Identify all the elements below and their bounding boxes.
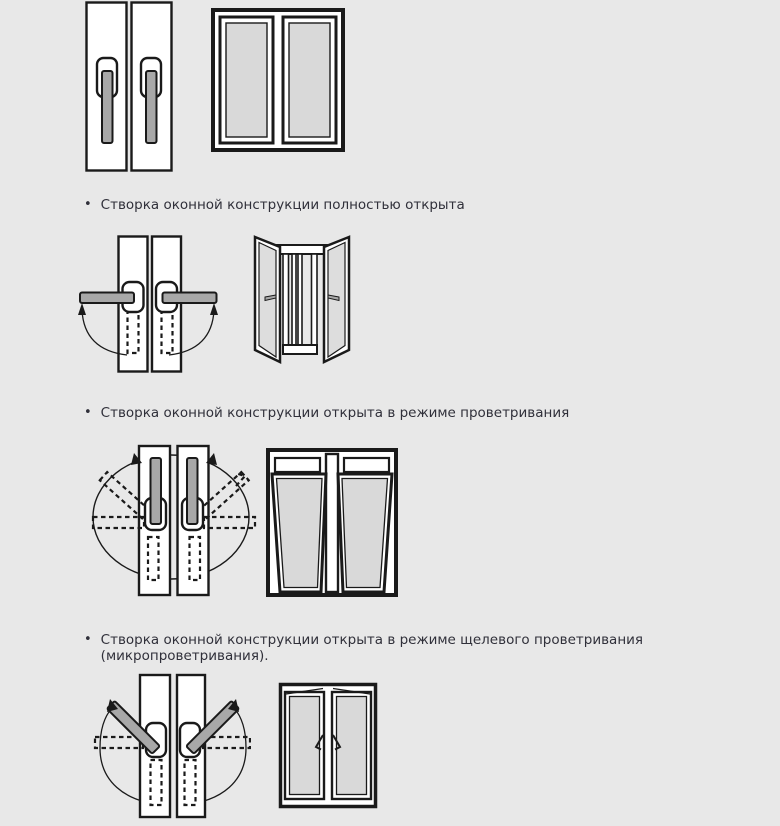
arrow-up-right-icon	[210, 303, 218, 315]
handle-right-horizontal	[156, 282, 217, 312]
handle-ghost-horizontal-right	[204, 517, 255, 528]
handles-diagonal-diagram	[75, 672, 251, 822]
window-tilted-diagram	[265, 447, 399, 598]
tilt-gap-right	[344, 458, 389, 472]
handles-up-diagram	[90, 443, 258, 598]
caption-micro-ventilation	[84, 632, 780, 664]
handle-ghost-horizontal-left	[93, 517, 144, 528]
window-micro-ventilation-diagram	[278, 682, 378, 809]
tilt-gap-left	[275, 458, 320, 472]
caption-text: Створка оконной конструкции полностью открыта	[100, 197, 465, 213]
micro-sash-left	[285, 689, 324, 800]
bullet-icon: •	[84, 632, 92, 647]
bullet-icon: •	[84, 405, 92, 420]
caption-ventilation	[84, 405, 569, 422]
handle-left-horizontal	[80, 282, 144, 312]
open-sash-left	[255, 237, 280, 362]
micro-sash-right	[332, 689, 371, 800]
handles-horizontal-diagram	[78, 230, 218, 378]
tilted-sash-right	[338, 474, 392, 592]
window-closed-diagram	[210, 7, 346, 153]
bullet-icon: •	[84, 197, 92, 212]
arrow-up-left-icon	[78, 303, 86, 315]
caption-text: Створка оконной конструкции открыта в режиме проветривания	[100, 405, 570, 421]
caption-fully-open	[84, 197, 465, 214]
tilted-sash-left	[272, 474, 326, 592]
caption-text: Створка оконной конструкции открыта в режиме щелевого проветривания (микропроветривания).	[100, 632, 644, 664]
window-fully-open-diagram	[250, 233, 354, 365]
handles-down-diagram	[85, 1, 175, 172]
open-sash-right	[324, 237, 349, 362]
